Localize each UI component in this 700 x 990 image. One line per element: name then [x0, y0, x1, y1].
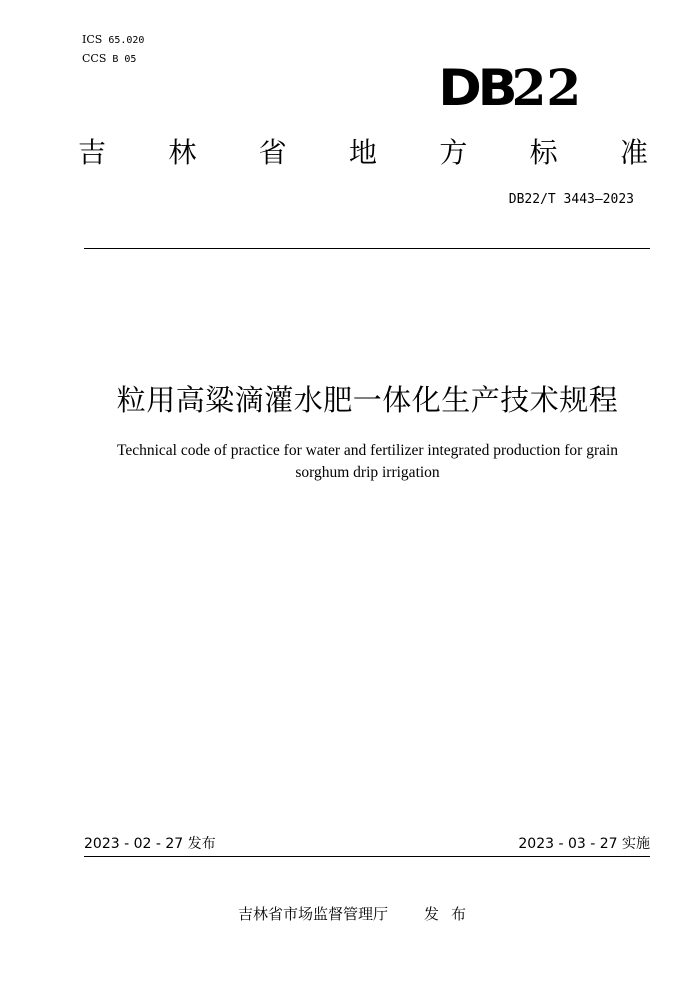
db22-logo — [440, 60, 581, 116]
issuer — [238, 904, 478, 924]
ics-code — [82, 33, 144, 48]
heading-char: 准 — [619, 136, 648, 169]
heading-char: 地 — [348, 136, 377, 169]
document-title-chinese: 粒用高粱滴灌水肥一体化生产技术规程 — [116, 383, 619, 417]
logo-number: 22 — [511, 58, 582, 117]
implementation-date: 2023 - 03 - 27 实施 — [518, 836, 650, 852]
ccs-value: B 05 — [112, 54, 137, 65]
heading-char: 标 — [529, 136, 558, 169]
issuer-action: 发布 — [424, 905, 479, 923]
ics-value: 65.020 — [108, 35, 145, 46]
logo-prefix: DB — [438, 59, 514, 117]
ccs-code — [82, 52, 136, 67]
issue-date: 2023 - 02 - 27 发布 — [84, 836, 216, 852]
issuer-name: 吉林省市场监督管理厅 — [238, 905, 389, 923]
heading-char: 方 — [439, 136, 468, 169]
heading-char: 吉 — [78, 136, 107, 169]
top-divider — [84, 248, 650, 249]
ics-label: ICS — [82, 33, 103, 46]
standard-number: DB22/T 3443—2023 — [508, 192, 634, 207]
standard-type-heading — [78, 135, 648, 171]
heading-char: 省 — [258, 136, 287, 169]
ccs-label: CCS — [82, 52, 107, 65]
heading-char: 林 — [168, 136, 197, 169]
english-title-line: sorghum drip irrigation — [295, 464, 440, 481]
bottom-divider — [84, 856, 650, 857]
document-title-english — [90, 440, 645, 484]
english-title-line: Technical code of practice for water and fertilizer integrated production for grain — [116, 442, 619, 459]
